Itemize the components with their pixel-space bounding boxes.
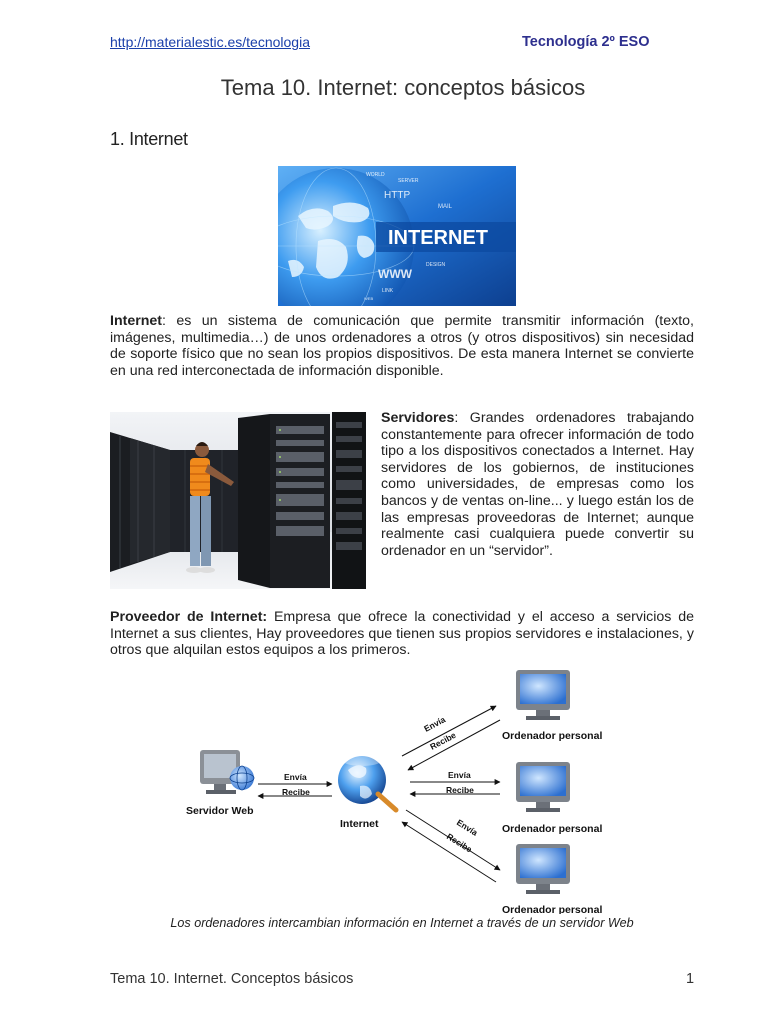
- receive-label: Recibe: [446, 785, 474, 795]
- server-room-image: [110, 412, 366, 589]
- internet-text: : es un sistema de comunicación que permite transmitir información (texto, imágenes, multimedia…) de unos ordenadores a otros (y otros dispositivos) sin necesidad de soporte físico que no sean los propios dispositivos. De esta manera Internet se convierte en una red interconectada de información disponible.: [110, 313, 694, 379]
- servers-paragraph: [381, 410, 694, 559]
- internet-paragraph: [110, 313, 694, 379]
- banner-word: DESIGN: [426, 262, 446, 268]
- footer-title: Tema 10. Internet. Conceptos básicos: [110, 971, 354, 987]
- banner-word: WORLD: [366, 172, 385, 178]
- servers-text: : Grandes ordenadores trabajando constantemente para ofrecer información de todo tipo a los dispositivos conectados a Internet. Hay servidores de los gobiernos, de instituciones como universidades, de empresas como los bancos y de ventas on-line... y luego están los de las empresas proveedoras de Internet; aunque realmente casi cualquiera puede convertir su ordenador en un “servidor”.: [381, 410, 694, 559]
- provider-paragraph: [110, 609, 694, 659]
- banner-word: HTTP: [384, 190, 411, 201]
- pc-label: Ordenador personal: [502, 904, 603, 914]
- page-number: 1: [686, 971, 695, 987]
- pc-icon: [516, 670, 570, 720]
- provider-term: Proveedor de Internet:: [110, 609, 268, 625]
- pc-icon: [516, 844, 570, 894]
- internet-globe-icon: [338, 754, 396, 810]
- send-label: Envía: [422, 714, 447, 734]
- banner-main-word: INTERNET: [388, 227, 488, 249]
- send-label: Envía: [284, 772, 307, 782]
- diagram-caption: Los ordenadores intercambian información en Internet a través de un servidor Web: [170, 916, 634, 930]
- internet-label: Internet: [340, 818, 379, 830]
- receive-label: Recibe: [282, 787, 310, 797]
- banner-word: WWW: [378, 267, 412, 281]
- header-course: Tecnología 2º ESO: [522, 34, 650, 50]
- internet-term: Internet: [110, 313, 163, 329]
- banner-word: WEB: [364, 296, 374, 301]
- banner-word: MAIL: [438, 204, 453, 210]
- internet-banner-image: [278, 166, 516, 306]
- server-label: Servidor Web: [186, 805, 254, 817]
- banner-word: SERVER: [398, 178, 419, 184]
- pc-label: Ordenador personal: [502, 823, 603, 835]
- section-heading: 1. Internet: [110, 129, 188, 149]
- web-server-icon: [200, 750, 254, 794]
- send-label: Envía: [448, 770, 471, 780]
- banner-word: LINK: [382, 288, 394, 294]
- receive-label: Recibe: [444, 831, 474, 855]
- pc-label: Ordenador personal: [502, 730, 603, 742]
- network-diagram: [170, 664, 626, 914]
- provider-text: Empresa que ofrece la conectividad y el acceso a servicios de Internet a sus clientes, Hay proveedores que tienen sus propios servidores e instalaciones, y otros que alquilan estos equipos a los primeros.: [110, 609, 694, 659]
- receive-label: Recibe: [428, 729, 458, 752]
- header-link[interactable]: http://materialestic.es/tecnologia: [110, 34, 310, 50]
- page-title: Tema 10. Internet: conceptos básicos: [220, 75, 586, 100]
- send-label: Envía: [454, 817, 480, 838]
- pc-icon: [516, 762, 570, 812]
- servers-term: Servidores: [381, 410, 455, 426]
